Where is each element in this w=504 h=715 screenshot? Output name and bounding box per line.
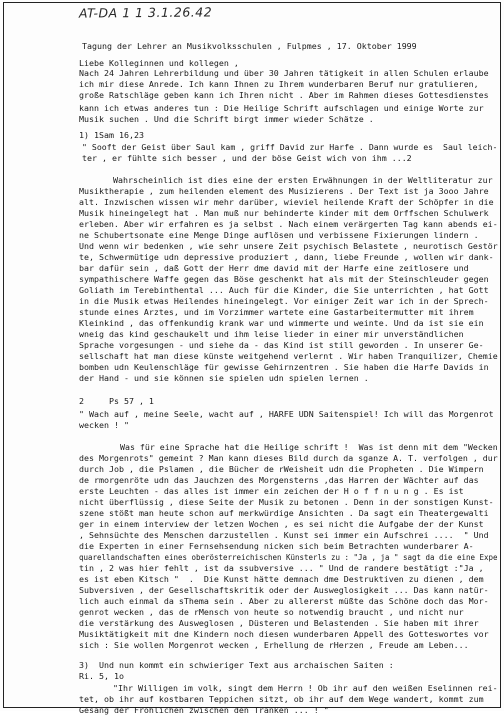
text-line: ich mir diese Anrede. Ich kann Ihnen zu Ihrem wunderbaren Beruf nur gratulieren, — [79, 79, 479, 89]
text-line: 3) Und nun kommt ein schwieriger Text aus archaischen Saiten : — [79, 660, 394, 670]
text-line: Goliath im Terebinthental ... Auch für die Kinder, die Sie unterrichten , hat Gott — [79, 285, 489, 295]
text-line: alt. Inzwischen wissen wir mehr darüber, wieviel heilende Kraft der Schöpfer in die — [79, 197, 494, 207]
text-line: "Ihr Willigen im volk, singt dem Herrn ! Ob ihr auf den weißen Eselinnen rei- — [113, 683, 498, 693]
text-line: te, Schwermütige udn depressive produziert , dann, liebe Freunde , wollen wir dank- — [79, 252, 494, 262]
text-line: lich auch einmal da sThema sein . Aber zu allererst müßte das Schöne doch das Mor- — [79, 596, 489, 606]
text-line: tet, ob ihr auf kostbaren Teppichen sitzt, ob ihr auf dem Wege wandert, kommt zum — [79, 694, 484, 704]
text-line: wecken ! " — [79, 420, 129, 430]
text-line: Und wenn wir bedenken , wie sehr unsere Zeit psychisch Belastete , neurotisch Gestör — [79, 241, 498, 251]
text-line: Wahrscheinlich ist dies eine der ersten Erwähnungen in der Weltliteratur zur — [113, 175, 493, 185]
text-line: " Wach auf , meine Seele, wacht auf , HARFE UDN Saitenspiel! Ich will das Morgenrot — [79, 409, 494, 419]
text-line: kann ich etwas anderes tun : Die Heilige Schrift aufschlagen und einige Worte zur — [79, 103, 484, 113]
text-line: in die Musik etwas Heilendes hineingelegt. Vor einiger Zeit war ich in der Sprech- — [79, 296, 489, 306]
text-line: Sprache vorgesungen - und siehe da - das Kind ist still geworden . In unserer Ge- — [79, 340, 484, 350]
text-line: szene stößt man heute schon auf merkwürdige Ansichten . Da sagt ein Theatergewalti — [79, 508, 489, 518]
text-line: bomben udn Keulenschläge für gewisse Gehirnzentren . Sie haben die Harfe Davids in — [79, 362, 489, 372]
text-line: 1) 1Sam 16,23 — [79, 130, 144, 140]
text-line: Musik suchen . Und die Schrift birgt immer wieder Schätze . — [79, 114, 374, 124]
text-line: Musik hineingelegt hat . Man muß nur behinderte kinder mit dem Orffschen Schulwerk — [79, 208, 489, 218]
text-line: Tagung der Lehrer an Musikvolksschulen , Fulpmes , 17. Oktober 1999 — [82, 41, 417, 51]
text-line: bar dafür sein , daß Gott der Herr dme david mit der Harfe eine zeitlosere und — [79, 263, 469, 273]
text-line: ne Schubertsonate eine Menge Dinge auflösen und verbissene Fixierungen lindern . — [79, 230, 479, 240]
text-line: Ri. 5, 1o — [79, 671, 124, 681]
text-line: ter , er fühlte sich besser , und der böse Geist wich von ihm ...2 — [82, 153, 412, 163]
text-line: Was für eine Sprache hat die Heilige schrift ! Was ist denn mit dem "Wecken — [120, 442, 498, 452]
text-line: " Sooft der Geist über Saul kam , griff David zur Harfe . Dann wurde es Saul leich- — [82, 142, 498, 152]
text-line: Subversiven , der Gesellschaftskritik oder der Ausweglosigkeit ... Das kann natür- — [79, 585, 489, 595]
text-line: tin , 2 was hier fehlt , ist da ssubversive ... " Und de randere bestätigt :"Ja , — [79, 563, 484, 573]
text-line: Kleinkind , das offenkundig krank war und wimmerte und weinte. Und da ist sie ein — [79, 318, 484, 328]
text-line: Musiktätigkeit mit dne Kindern noch diesen wunderbaren Appell des Gotteswortes vor — [79, 629, 489, 639]
text-line: wneig das kind geschaukelt und ihm leise lieder in einer mir unverständlichen — [79, 329, 464, 339]
text-line: , Sehnsüchte des Menschen darzustellen . Kunst sei immer ein Aufschrei .... " Und — [79, 530, 489, 540]
text-line: genrot wecken , das de rMensch von heute so notwendig braucht , und nicht nur — [79, 607, 464, 617]
text-line: Musiktherapie , zum heilenden element des Musizierens . Der Text ist ja 3ooo Jahre — [79, 186, 489, 196]
text-line: große Ratschläge geben kann ich Ihren nicht . Aber im Rahmen dieses Gottesdienstes — [79, 90, 489, 100]
archive-stamp: AT-DA 1 1 3.1.26.42 — [78, 4, 213, 21]
text-line: der Hand - und sie können sie spielen udn spielen lernen . — [79, 373, 369, 383]
text-line: stunde eines Arztes, und im Vorzimmer wartete eine Gastarbeitermutter mit ihrem — [79, 307, 474, 317]
text-line: die Experten in einer Fernsehsendung nicken sich beim Betrachten wunderbarer A- — [79, 541, 474, 551]
text-line: quarellandschaften eines oberösterreichischen Künsterls zu : "Ja , ja " sagt da die eine Expe — [79, 552, 498, 562]
text-line: erste Leuchten - das alles ist immer ein zeichen der H o f f n u n g . Es ist — [79, 486, 464, 496]
text-line: Liebe Kolleginnen und kollegen , — [79, 58, 239, 68]
text-line: die verstärkung des Ausweglosen , Düsteren und Belastenden . Sie haben mit ihrer — [79, 618, 479, 628]
text-line: sich : Sie wollen Morgenrot wecken , Erhellung de rHerzen , Freude am Leben... — [79, 640, 469, 650]
text-line: es ist eben Kitsch " . Die Kunst hätte demnach dme Destruktiven zu dienen , dem — [79, 574, 484, 584]
text-line: nicht überflüssig , diese Seite der Musik zu betonen . Denn in der sonstigen Kunst- — [79, 497, 494, 507]
text-line: sympathischere Waffe gegen das Böse geschenkt hat als mit der Steinschleuder gegen — [79, 274, 489, 284]
text-line: des Morgenrots" gemeint ? Man kann dieses Bild durch da sganze A. T. verfolgen , dur — [79, 453, 498, 463]
text-line: sellschaft hat man diese künste weitgehend verlernt . Wir haben Tranquilizer, Chemie — [79, 351, 498, 361]
text-line: erleben. Aber wir erfahren es ja selbst . Nach einem verärgerten Tag kann abends ei- — [79, 219, 498, 229]
text-line: de rmorgenröte udn das Jauchzen des Morgensterns ,das Harren der Wächter auf das — [79, 475, 479, 485]
text-line: Nach 24 Jahren Lehrerbildung und über 30 Jahren tätigkeit in allen Schulen erlaube — [79, 68, 489, 78]
text-line: ger in einem interview der letzen Wochen , es sei nicht die Aufgabe der der Kunst — [79, 519, 484, 529]
text-line: Gesang der Fröhlichen zwischen den Tränken ... ! " — [79, 705, 329, 715]
text-line: durch Job , die Pslamen , die Bücher de rWeisheit udn die Propheten . Die Wimpern — [79, 464, 484, 474]
text-line: 2 Ps 57 , 1 — [79, 396, 154, 406]
